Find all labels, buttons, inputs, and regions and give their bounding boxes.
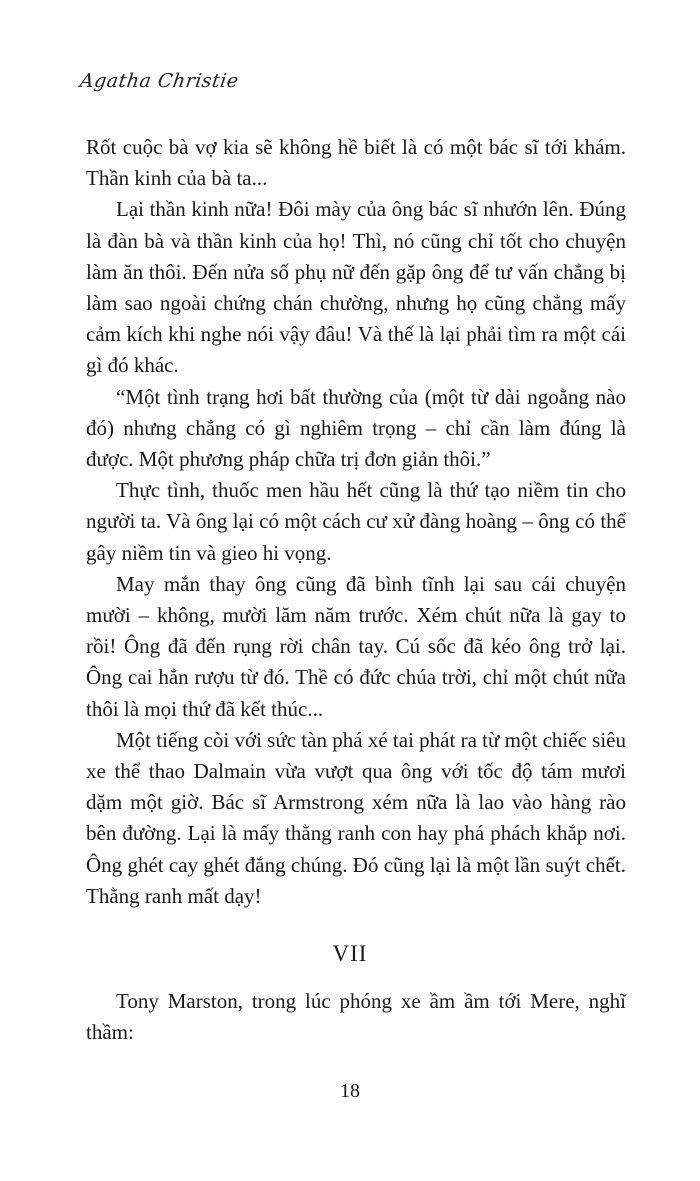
paragraph-4: Thực tình, thuốc men hầu hết cũng là thứ tạo niềm tin cho người ta. Và ông lại có một cách cư xử đàng hoàng – ông có thể gây niềm tin và gieo hi vọng. [86,478,626,565]
section-heading: VII [332,941,368,966]
paragraph-1: Rốt cuộc bà vợ kia sẽ không hề biết là có một bác sĩ tới khám. Thần kinh của bà ta... [86,135,626,191]
paragraph-3: “Một tình trạng hơi bất thường của (một từ dài ngoằng nào đó) nhưng chẳng có gì nghiêm trọng – chỉ cần làm đúng là được. Một phương pháp chữa trị đơn giản thôi.” [86,384,626,472]
page-number: 18 [340,1080,360,1102]
paragraph-2: Lại thần kinh nữa! Đôi mày của ông bác sĩ nhướn lên. Đúng là đàn bà và thần kinh của họ! Thì, nó cũng chỉ tốt cho chuyện làm ăn thôi. Đến nửa số phụ nữ đến gặp ông để tư vấn chẳng bị làm sao ngoài chứng chán chường, nhưng họ cũng chẳng mấy cảm kích khi nghe nói vậy đâu! Và thế là lại phải tìm ra một cái gì đó khác. [86,197,626,378]
section-paragraph-1: Tony Marston, trong lúc phóng xe ầm ầm tới Mere, nghĩ thầm: [86,989,626,1045]
paragraph-5: May mắn thay ông cũng đã bình tĩnh lại sau cái chuyện mười – không, mười lăm năm trước. Xém chút nữa là gay to rồi! Ông đã đến rụng rời chân tay. Cú sốc đã kéo ông trở lại. Ông cai hẳn rượu từ đó. Thề có đức chúa trời, chỉ một chút nữa thôi là mọi thứ đã kết thúc... [86,571,626,721]
body-text [86,132,626,912]
section-body [86,986,626,1048]
author-signature: Agatha Christie [78,70,241,92]
paragraph-6: Một tiếng còi với sức tàn phá xé tai phát ra từ một chiếc siêu xe thể thao Dalmain vừa vượt qua ông với tốc độ tám mươi dặm một giờ. Bác sĩ Armstrong xém nữa là lao vào hàng rào bên đường. Lại là mấy thằng ranh con hay phá phách khắp nơi. Ông ghét cay ghét đắng chúng. Đó cũng lại là một lần suýt chết. Thằng ranh mất dạy! [86,727,626,908]
